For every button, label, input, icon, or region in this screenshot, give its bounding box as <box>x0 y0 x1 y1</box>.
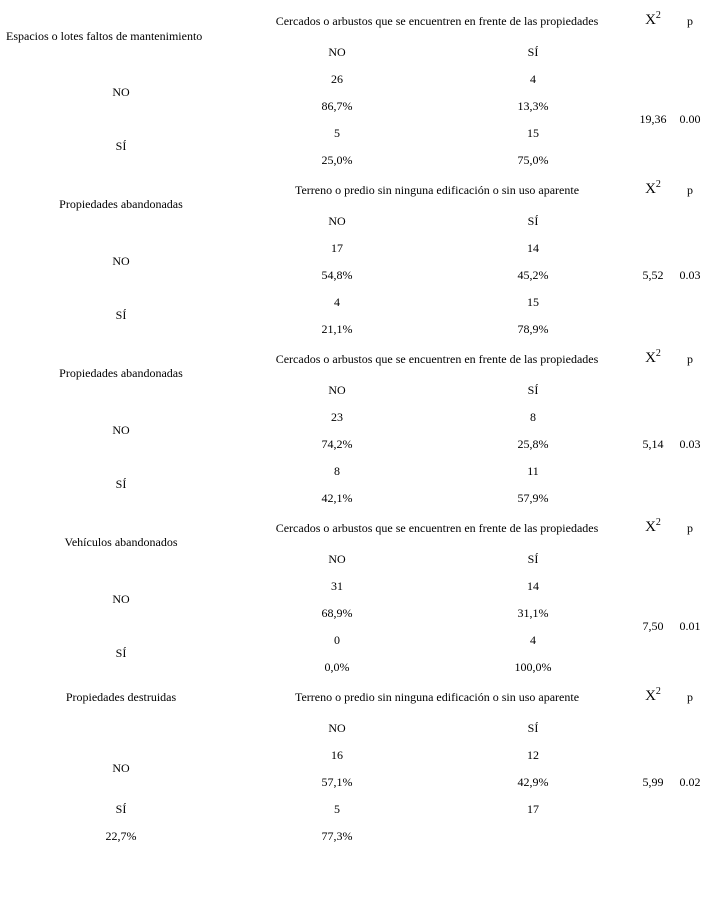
column-variable-label: Cercados o arbustos que se encuentren en frente de las propiedades <box>275 352 599 366</box>
p-value: 0.00 <box>679 112 701 126</box>
row-variable-label: Propiedades abandonadas <box>59 197 183 211</box>
count-si-no: 5 <box>334 126 340 140</box>
pct-no-no: 86,7% <box>321 99 353 113</box>
row-label-no: NO <box>112 254 130 268</box>
col-header-si: SÍ <box>527 552 539 566</box>
p-value-header: p <box>687 352 693 366</box>
col-header-si: SÍ <box>527 45 539 59</box>
chi-square-header: $X^2$ <box>645 517 661 535</box>
p-value-header: p <box>687 14 693 28</box>
col-header-si: SÍ <box>527 214 539 228</box>
count-si-no: 5 <box>334 802 340 816</box>
row-variable-label: Propiedades abandonadas <box>59 366 183 380</box>
chi-square-value: 5,14 <box>642 437 664 451</box>
pct-no-no: 54,8% <box>321 268 353 282</box>
row-variable-label: Propiedades destruidas <box>65 690 177 704</box>
count-no-si: 8 <box>530 410 536 424</box>
pct-si-si: 57,9% <box>517 491 549 505</box>
col-header-no: NO <box>328 214 346 228</box>
pct-si-no: 0,0% <box>324 660 350 674</box>
pct-si-no: 25,0% <box>321 153 353 167</box>
pct-no-si: 42,9% <box>517 775 549 789</box>
count-no-no: 17 <box>331 241 343 255</box>
col-header-no: NO <box>328 383 346 397</box>
chi-square-value: 19,36 <box>639 112 667 126</box>
pct-si-si: 100,0% <box>514 660 552 674</box>
pct-no-si: 31,1% <box>517 606 549 620</box>
p-value: 0.01 <box>679 619 701 633</box>
p-value-header: p <box>687 183 693 197</box>
p-value: 0.03 <box>679 437 701 451</box>
chi-square-header: $X^2$ <box>645 348 661 366</box>
row-label-no: NO <box>112 85 130 99</box>
chi-square-header: $X^2$ <box>645 10 661 28</box>
count-si-si: 4 <box>530 633 536 647</box>
row-variable-label: Vehículos abandonados <box>64 535 178 549</box>
pct-no-no: 57,1% <box>321 775 353 789</box>
count-si-no: 8 <box>334 464 340 478</box>
count-no-si: 14 <box>527 579 539 593</box>
pct-no-si: 45,2% <box>517 268 549 282</box>
count-no-no: 26 <box>331 72 343 86</box>
pct-si-si: 75,0% <box>517 153 549 167</box>
row-label-si: SÍ <box>115 139 127 153</box>
row-label-si: SÍ <box>115 477 127 491</box>
pct-no-no: 68,9% <box>321 606 353 620</box>
col-header-no: NO <box>328 45 346 59</box>
column-variable-label: Cercados o arbustos que se encuentren en frente de las propiedades <box>275 521 599 535</box>
pct-si-no: 21,1% <box>321 322 353 336</box>
pct-si-si: 78,9% <box>517 322 549 336</box>
pct-no-si: 25,8% <box>517 437 549 451</box>
pct-si-si: 77,3% <box>321 829 353 843</box>
p-value-header: p <box>687 690 693 704</box>
row-label-no: NO <box>112 761 130 775</box>
chi-square-header: $X^2$ <box>645 179 661 197</box>
row-label-si: SÍ <box>115 646 127 660</box>
column-variable-label: Cercados o arbustos que se encuentren en frente de las propiedades <box>275 14 599 28</box>
pct-si-no: 42,1% <box>321 491 353 505</box>
pct-no-si: 13,3% <box>517 99 549 113</box>
pct-no-no: 74,2% <box>321 437 353 451</box>
column-variable-label: Terreno o predio sin ninguna edificación o sin uso aparente <box>294 183 580 197</box>
count-no-no: 23 <box>331 410 343 424</box>
column-variable-label: Terreno o predio sin ninguna edificación o sin uso aparente <box>294 690 580 704</box>
count-no-si: 14 <box>527 241 539 255</box>
count-si-no: 0 <box>334 633 340 647</box>
count-no-no: 16 <box>331 748 343 762</box>
chi-square-value: 7,50 <box>642 619 664 633</box>
row-label-no: NO <box>112 423 130 437</box>
chi-square-header: $X^2$ <box>645 686 661 704</box>
p-value-header: p <box>687 521 693 535</box>
p-value: 0.02 <box>679 775 701 789</box>
pct-si-no: 22,7% <box>105 829 137 843</box>
col-header-no: NO <box>328 721 346 735</box>
count-si-si: 15 <box>527 126 539 140</box>
chi-square-value: 5,99 <box>642 775 664 789</box>
chi-square-value: 5,52 <box>642 268 664 282</box>
count-si-si: 17 <box>527 802 539 816</box>
count-si-no: 4 <box>334 295 340 309</box>
row-label-no: NO <box>112 592 130 606</box>
count-no-si: 4 <box>530 72 536 86</box>
count-si-si: 11 <box>527 464 539 478</box>
p-value: 0.03 <box>679 268 701 282</box>
col-header-si: SÍ <box>527 721 539 735</box>
count-no-si: 12 <box>527 748 539 762</box>
row-label-si: SÍ <box>115 308 127 322</box>
col-header-no: NO <box>328 552 346 566</box>
row-variable-label: Espacios o lotes faltos de mantenimiento <box>6 29 203 43</box>
col-header-si: SÍ <box>527 383 539 397</box>
row-label-si: SÍ <box>115 802 127 816</box>
count-si-si: 15 <box>527 295 539 309</box>
count-no-no: 31 <box>331 579 343 593</box>
